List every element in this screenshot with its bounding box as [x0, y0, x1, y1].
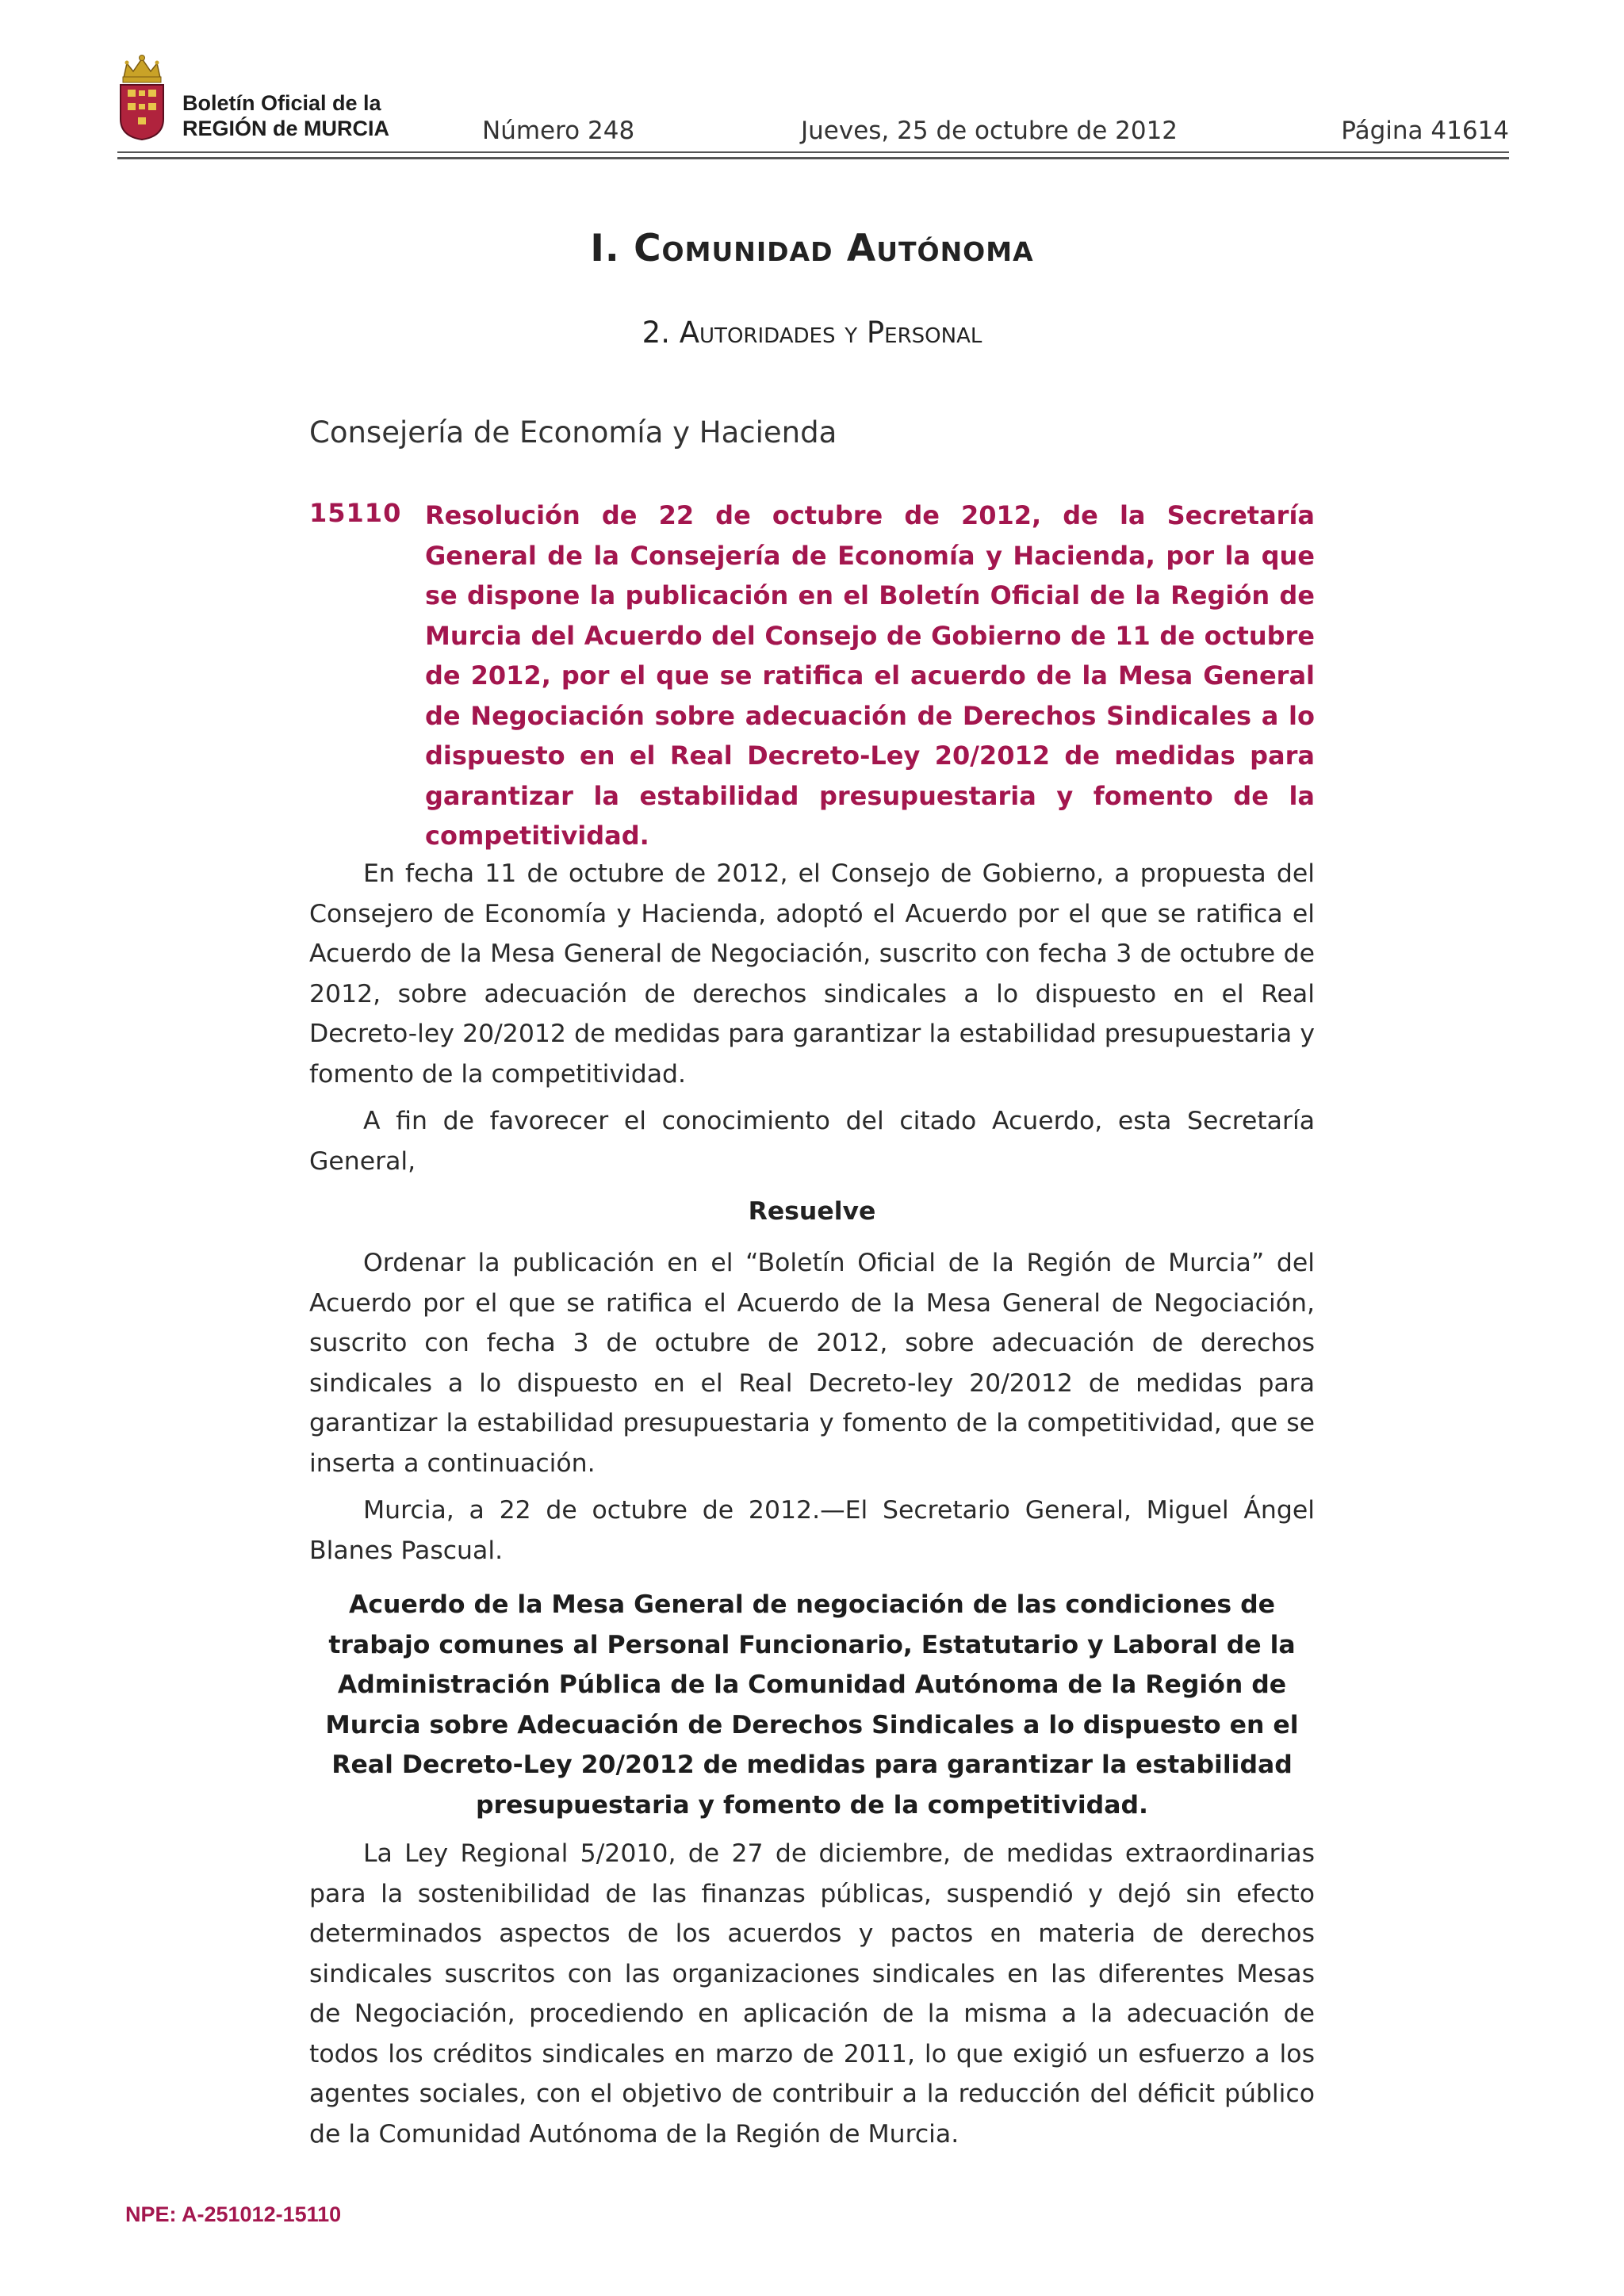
- body-paragraph-3: Ordenar la publicación en el “Boletín Oficial de la Región de Murcia” del Acuerdo por el que se ratifica el Acuerdo de la Mesa General de Negociación, suscrito con fecha 3 de octubre de 2012, sobre adecuación de derechos sindicales a lo dispuesto en el Real Decreto-ley 20/2012 de medidas para garantizar la estabilidad presupuestaria y fomento de la competitividad, que se inserta a continuación.: [309, 1249, 1315, 1478]
- issue-date: Jueves, 25 de octubre de 2012: [801, 117, 1178, 145]
- body-paragraph-4: La Ley Regional 5/2010, de 27 de diciembre, de medidas extraordinarias para la sostenibilidad de las finanzas públicas, suspendió y dejó sin efecto determinados aspectos de los acuerdos y pactos en materia de derechos sindicales suscritos con las organizaciones sindicales en las diferentes Mesas de Negociación, procediendo en aplicación de la misma a la adecuación de todos los créditos sindicales en marzo de 2011, lo que exigió un esfuerzo a los agentes sociales, con el objetivo de contribuir a la reducción del déficit público de la Comunidad Autónoma de la Región de Murcia.: [309, 1839, 1315, 2149]
- resolution-title: Resolución de 22 de octubre de 2012, de la Secretaría General de la Consejería de Economía y Hacienda, por la que se dispone la publicación en el Boletín Oficial de la Región de Murcia del Acuerdo del Consejo de Gobierno de 11 de octubre de 2012, por el que se ratifica el acuerdo de la Mesa General de Negociación sobre adecuación de Derechos Sindicales a lo dispuesto en el Real Decreto-Ley 20/2012 de medidas para garantizar la estabilidad presupuestaria y fomento de la competitividad.: [425, 500, 1315, 851]
- header-rule-top: [117, 151, 1509, 153]
- body-paragraph-2: A fin de favorecer el conocimiento del citado Acuerdo, esta Secretaría General,: [309, 1107, 1315, 1176]
- resolves-heading: Resuelve: [748, 1197, 876, 1226]
- issue-number: Número 248: [482, 117, 635, 145]
- resolution-number: 15110: [309, 498, 402, 528]
- section-title: I. Comunidad Autónoma: [590, 227, 1034, 270]
- department-name: Consejería de Economía y Hacienda: [309, 415, 837, 450]
- agreement-title: Acuerdo de la Mesa General de negociación de las condiciones de trabajo comunes al Personal Funcionario, Estatutario y Laboral de la Administración Pública de la Comunidad Autónoma de la Región de Murcia sobre Adecuación de Derechos Sindicales a lo dispuesto en el Real Decreto-Ley 20/2012 de medidas para garantizar la estabilidad presupuestaria y fomento de la competitividad.: [325, 1590, 1299, 1820]
- signature-paragraph: Murcia, a 22 de octubre de 2012.—El Secretario General, Miguel Ángel Blanes Pascual.: [309, 1496, 1315, 1565]
- region-crest-icon: [117, 54, 167, 141]
- page-number: Página 41614: [1341, 117, 1509, 145]
- npe-code: NPE: A-251012-15110: [125, 2202, 342, 2226]
- brand-line-2: REGIÓN de MURCIA: [182, 117, 390, 140]
- subsection-title: 2. Autoridades y Personal: [642, 316, 982, 350]
- header-rule-bottom: [117, 157, 1509, 159]
- body-paragraph-1: En fecha 11 de octubre de 2012, el Consejo de Gobierno, a propuesta del Consejero de Economía y Hacienda, adoptó el Acuerdo por el que se ratifica el Acuerdo de la Mesa General de Negociación, suscrito con fecha 3 de octubre de 2012, sobre adecuación de derechos sindicales a lo dispuesto en el Real Decreto-ley 20/2012 de medidas para garantizar la estabilidad presupuestaria y fomento de la competitividad.: [309, 859, 1315, 1089]
- brand-line-1: Boletín Oficial de la: [182, 91, 381, 115]
